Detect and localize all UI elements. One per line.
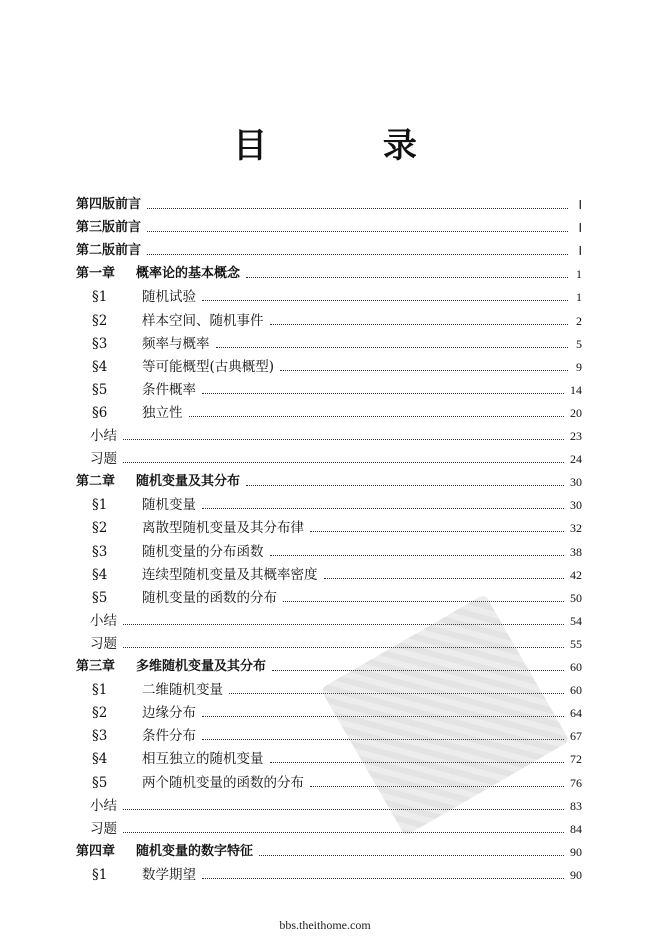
toc-entry-number: §2 (92, 520, 108, 537)
toc-entry-number: §1 (92, 289, 108, 306)
toc-page-number: 83 (570, 798, 582, 813)
toc-summary-entry[interactable] (90, 792, 582, 814)
toc-section-entry[interactable] (92, 330, 582, 352)
toc-entry-label: 随机变量 (142, 497, 196, 514)
toc-section-entry[interactable] (92, 307, 582, 329)
toc-entry-title (92, 590, 277, 606)
toc-entry-label: 第二版前言 (76, 243, 142, 259)
toc-page-number: 30 (570, 475, 582, 490)
toc-entry-title (90, 451, 117, 467)
toc-section-entry[interactable] (92, 538, 582, 560)
toc-entry-label: 连续型随机变量及其概率密度 (142, 566, 318, 583)
toc-entry-number: §4 (92, 566, 108, 583)
toc-entry-label: 随机变量及其分布 (136, 474, 241, 490)
toc-page-number: 60 (570, 683, 582, 698)
toc-page-number: 1 (576, 267, 582, 282)
dot-leader (259, 855, 564, 856)
toc-entry-title (92, 567, 318, 583)
toc-entry-title (92, 867, 196, 883)
toc-entry-title (90, 613, 117, 629)
toc-page-number: 42 (570, 567, 582, 582)
toc-entry-title (92, 497, 196, 513)
toc-page-number: 50 (570, 590, 582, 605)
toc-entry-title (76, 220, 141, 236)
toc-entry-number: 第三章 (76, 659, 116, 674)
toc-preface-entry[interactable] (76, 237, 582, 259)
toc-page-number: 64 (570, 706, 582, 721)
toc-page-number: 76 (570, 775, 582, 790)
toc-entry-label: 相互独立的随机变量 (142, 751, 264, 768)
dot-leader (310, 531, 564, 532)
toc-page-number: 24 (570, 452, 582, 467)
toc-entry-title (76, 197, 141, 213)
dot-leader (202, 300, 568, 301)
dot-leader (270, 555, 565, 556)
toc-entry-title (92, 682, 223, 698)
toc-entry-label: 二维随机变量 (142, 682, 223, 699)
toc-page-number: 2 (576, 313, 582, 328)
toc-entry-number: §1 (92, 682, 108, 699)
toc-page-number: 90 (570, 867, 582, 882)
toc-section-entry[interactable] (92, 491, 582, 513)
toc-page-number: Ⅰ (578, 198, 582, 212)
dot-leader (280, 370, 568, 371)
toc-entry-title (92, 359, 274, 375)
toc-entry-label: 随机变量的数字特征 (136, 843, 254, 859)
toc-entry-title (92, 289, 196, 305)
toc-entry-number: §3 (92, 543, 108, 560)
toc-entry-number: 第二章 (76, 474, 116, 490)
dot-leader (202, 508, 564, 509)
toc-entry-title (92, 405, 183, 421)
toc-entry-label: 多维随机变量及其分布 (136, 659, 267, 674)
toc-summary-entry[interactable] (90, 445, 582, 467)
toc-entry-label: 频率与概率 (142, 335, 210, 352)
dot-leader (123, 439, 564, 440)
toc-page-number: 54 (570, 613, 582, 628)
dot-leader (324, 578, 565, 579)
dot-leader (123, 809, 564, 810)
toc-entry-label: 习题 (90, 635, 117, 652)
toc-page-number: 90 (570, 844, 582, 859)
dot-leader (246, 277, 568, 278)
toc-page-number: 67 (570, 729, 582, 744)
toc-preface-entry[interactable] (76, 191, 582, 213)
toc-entry-title (92, 336, 210, 352)
toc-page-number: 9 (576, 359, 582, 374)
dot-leader (147, 254, 568, 255)
toc-entry-title (90, 821, 117, 837)
toc-entry-title (76, 659, 266, 675)
toc-chapter-entry[interactable] (76, 838, 582, 860)
dot-leader (246, 485, 564, 486)
dot-leader (147, 208, 568, 209)
toc-entry-label: 随机变量的函数的分布 (142, 589, 277, 606)
toc-chapter-entry[interactable] (76, 260, 582, 282)
dot-leader (270, 324, 569, 325)
toc-entry-title (76, 474, 240, 490)
toc-section-entry[interactable] (92, 561, 582, 583)
toc-entry-number: §1 (92, 866, 108, 883)
toc-page-number: Ⅰ (578, 221, 582, 236)
toc-entry-label: 离散型随机变量及其分布律 (142, 520, 304, 537)
toc-summary-entry[interactable] (90, 607, 582, 629)
toc-page-number: 60 (570, 660, 582, 674)
toc-entry-label: 等可能概型(古典概型) (142, 358, 275, 375)
toc-entry-title (92, 751, 264, 767)
toc-entry-label: 两个随机变量的函数的分布 (142, 774, 304, 791)
toc-entry-number: §3 (92, 335, 108, 352)
dot-leader (147, 231, 568, 232)
toc-section-entry[interactable] (92, 283, 582, 305)
toc-entry-title (92, 313, 264, 329)
toc-page-number: 20 (570, 405, 582, 420)
toc-page-number: 30 (570, 498, 582, 513)
toc-entry-label: 数学期望 (142, 866, 196, 883)
toc-entry-label: 小结 (90, 797, 117, 814)
dot-leader (283, 601, 564, 602)
toc-entry-number: 第一章 (76, 266, 116, 282)
dot-leader (202, 878, 564, 879)
toc-entry-title (76, 266, 240, 282)
toc-section-entry[interactable] (92, 399, 582, 421)
toc-section-entry[interactable] (92, 376, 582, 398)
toc-entry-title (92, 544, 264, 560)
toc-entry-title (92, 775, 304, 791)
toc-entry-title (90, 798, 117, 814)
toc-entry-label: 第四版前言 (76, 197, 142, 212)
toc-entry-label: 随机变量的分布函数 (142, 543, 264, 560)
toc-entry-label: 习题 (90, 820, 117, 837)
toc-page-number: 72 (570, 752, 582, 767)
toc-entry-number: §4 (92, 751, 108, 768)
toc-entry-title (90, 636, 117, 652)
toc-summary-entry[interactable] (90, 422, 582, 444)
toc-entry-label: 独立性 (142, 404, 183, 421)
toc-entry-title (90, 428, 117, 444)
toc-page-number: 1 (576, 290, 582, 305)
toc-section-entry[interactable] (92, 353, 582, 375)
toc-chapter-entry[interactable] (76, 468, 582, 490)
toc-entry-number: §3 (92, 728, 108, 745)
toc-entry-label: 概率论的基本概念 (136, 266, 241, 282)
toc-entry-label: 条件概率 (142, 381, 196, 398)
toc-entry-title (76, 243, 141, 259)
toc-page-number: 32 (570, 521, 582, 536)
toc-page-number: 14 (570, 382, 582, 397)
dot-leader (216, 347, 569, 348)
toc-entry-label: 边缘分布 (142, 705, 196, 722)
dot-leader (189, 416, 565, 417)
dot-leader (123, 462, 564, 463)
dot-leader (123, 832, 564, 833)
toc-entry-title (92, 728, 196, 744)
toc-entry-label: 条件分布 (142, 728, 196, 745)
toc-entry-title (76, 844, 253, 860)
toc-entry-label: 习题 (90, 451, 117, 468)
toc-entry-number: 第四章 (76, 843, 116, 859)
toc-entry-number: §1 (92, 497, 108, 514)
toc-summary-entry[interactable] (90, 815, 582, 837)
toc-entry-number: §5 (92, 381, 108, 398)
toc-entry-number: §6 (92, 404, 108, 421)
toc-page-number: 84 (570, 821, 582, 836)
toc-entry-number: §5 (92, 774, 108, 791)
toc-section-entry[interactable] (92, 514, 582, 536)
dot-leader (202, 393, 564, 394)
toc-page-number: 38 (570, 544, 582, 559)
toc-page-number: 23 (570, 429, 582, 443)
toc-page-number: 5 (576, 336, 582, 351)
toc-entry-label: 样本空间、随机事件 (142, 312, 264, 329)
toc-entry-number: §2 (92, 705, 108, 722)
toc-page-number: Ⅰ (578, 244, 582, 259)
toc-page-number: 55 (570, 636, 582, 651)
toc-entry-label: 第三版前言 (76, 220, 142, 236)
toc-entry-number: §4 (92, 358, 108, 375)
toc-entry-label: 小结 (90, 428, 117, 444)
toc-entry-label: 小结 (90, 612, 117, 629)
toc-entry-title (92, 705, 196, 721)
toc-entry-title (92, 382, 196, 398)
toc-entry-number: §5 (92, 589, 108, 606)
page-title: 目 录 (233, 126, 469, 166)
toc-section-entry[interactable] (92, 584, 582, 606)
toc-entry-label: 随机试验 (142, 289, 196, 306)
toc-preface-entry[interactable] (76, 214, 582, 236)
toc-entry-number: §2 (92, 312, 108, 329)
footer-url: bbs.theithome.com (279, 918, 371, 932)
toc-entry-title (92, 520, 304, 536)
toc-section-entry[interactable] (92, 861, 582, 883)
